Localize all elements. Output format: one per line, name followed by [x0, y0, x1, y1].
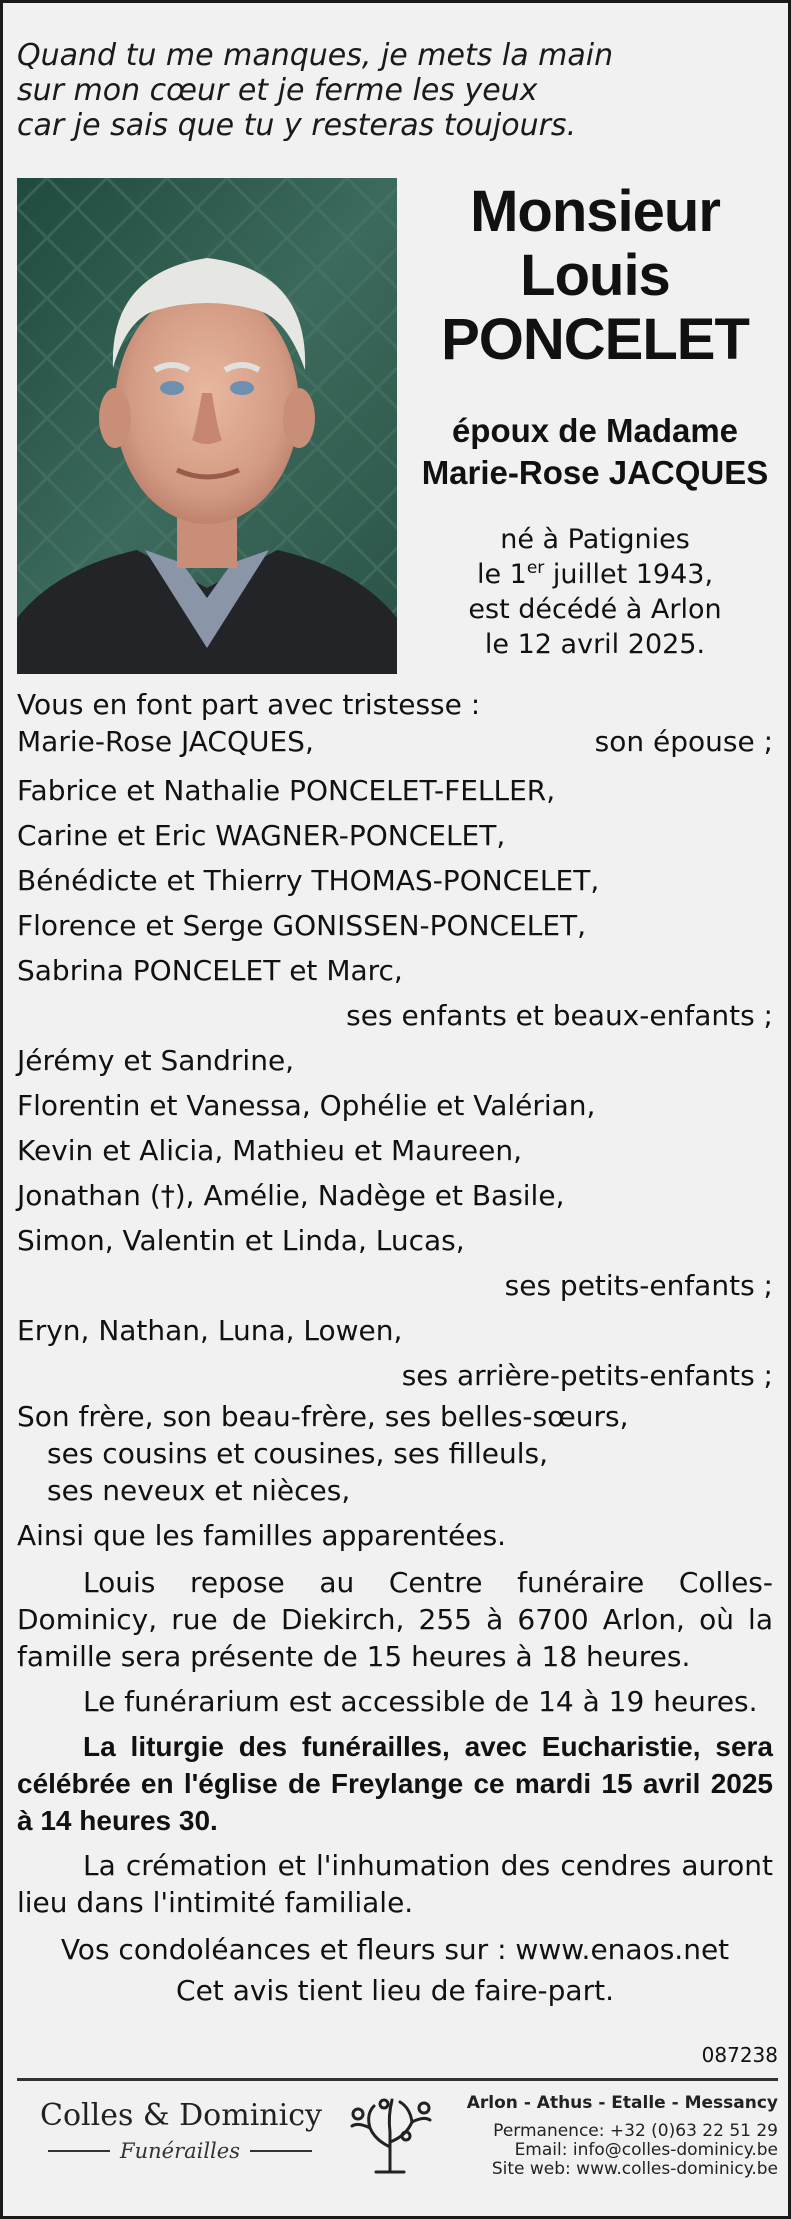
rest-paragraph: Louis repose au Centre funéraire Colles-Dominicy, rue de Diekirch, 255 à 6700 Arlon, où la famille sera présente de 15 heures à 18 heures. [17, 1566, 773, 1673]
grandchild-entry: Jonathan (†), Amélie, Nadège et Basile, [17, 1179, 565, 1212]
deceased-header [410, 180, 780, 662]
spouse-role: son épouse ; [594, 725, 773, 758]
website-line: Site web: www.colles-dominicy.be [491, 2159, 778, 2179]
footer-divider [17, 2078, 778, 2081]
life-dates [410, 522, 780, 662]
grandchild-entry: Florentin et Vanessa, Ophélie et Valérian, [17, 1089, 596, 1122]
access-paragraph: Le funérarium est accessible de 14 à 19 heures. [83, 1685, 758, 1718]
phone-line: Permanence: +32 (0)63 22 51 29 [493, 2121, 778, 2141]
grandchild-entry: Simon, Valentin et Linda, Lucas, [17, 1224, 465, 1257]
poem-line: Quand tu me manques, je mets la main [17, 38, 614, 73]
relatives-entry: Ainsi que les familles apparentées. [17, 1519, 507, 1552]
spouse-info [410, 410, 780, 494]
child-entry: Carine et Eric WAGNER-PONCELET, [17, 819, 506, 852]
funeral-home-name: Colles & Dominicy [40, 2098, 322, 2133]
cremation-paragraph: La crémation et l'inhumation des cendres auront lieu dans l'intimité familiale. [17, 1849, 773, 1919]
child-entry: Sabrina PONCELET et Marc, [17, 954, 403, 987]
family-intro: Vous en font part avec tristesse : [17, 688, 481, 721]
great-grandchildren-entry: Eryn, Nathan, Luna, Lowen, [17, 1314, 403, 1347]
child-entry: Florence et Serge GONISSEN-PONCELET, [17, 909, 587, 942]
liturgy-paragraph: La liturgie des funérailles, avec Eucharistie, sera célébrée en l'église de Freylange ce mardi 15 avril 2025 à 14 heures 30. [17, 1731, 773, 1836]
spouse-line: époux de Madame [451, 412, 739, 449]
siblings-entry: Son frère, son beau-frère, ses belles-sœurs, [17, 1400, 629, 1433]
announcement-body [17, 686, 773, 2011]
locations: Arlon - Athus - Etalle - Messancy [466, 2093, 778, 2113]
funeral-home-brand [40, 2098, 320, 2163]
deceased-last-name: PONCELET [441, 307, 749, 372]
portrait-photo [17, 178, 397, 674]
deceased-first-name: Louis [520, 243, 670, 308]
funeral-home-subtitle: Funérailles [40, 2139, 320, 2163]
condolences-line: Vos condoléances et fleurs sur : www.enaos.net [60, 1933, 730, 1966]
email-line: Email: info@colles-dominicy.be [514, 2140, 778, 2160]
death-date: le 12 avril 2025. [484, 629, 706, 660]
nephews-entry: ses neveux et nièces, [47, 1474, 351, 1507]
grandchild-entry: Jérémy et Sandrine, [17, 1044, 295, 1077]
poem-line: sur mon cœur et je ferme les yeux [17, 73, 538, 108]
grandchildren-role: ses petits-enfants ; [504, 1269, 773, 1302]
death-place: est décédé à Arlon [468, 594, 722, 625]
child-entry: Bénédicte et Thierry THOMAS-PONCELET, [17, 864, 600, 897]
spouse-name: Marie-Rose JACQUES [421, 454, 769, 491]
cousins-entry: ses cousins et cousines, ses filleuls, [47, 1437, 549, 1470]
spouse-entry: Marie-Rose JACQUES, son épouse ; [17, 725, 773, 758]
great-grandchildren-role: ses arrière-petits-enfants ; [401, 1359, 773, 1392]
funeral-home-contact [458, 2094, 778, 2179]
poem-line: car je sais que tu y resteras toujours. [17, 108, 577, 143]
children-role: ses enfants et beaux-enfants ; [346, 999, 773, 1032]
reference-number: 087238 [701, 2043, 778, 2067]
birth-place: né à Patignies [500, 524, 690, 555]
grandchild-entry: Kevin et Alicia, Mathieu et Maureen, [17, 1134, 522, 1167]
tree-icon [340, 2092, 440, 2178]
child-entry: Fabrice et Nathalie PONCELET-FELLER, [17, 774, 556, 807]
birth-date: le 1er juillet 1943, [476, 558, 714, 590]
poem [17, 38, 777, 143]
deceased-civility: Monsieur [470, 179, 720, 244]
notice-line: Cet avis tient lieu de faire-part. [176, 1974, 614, 2007]
